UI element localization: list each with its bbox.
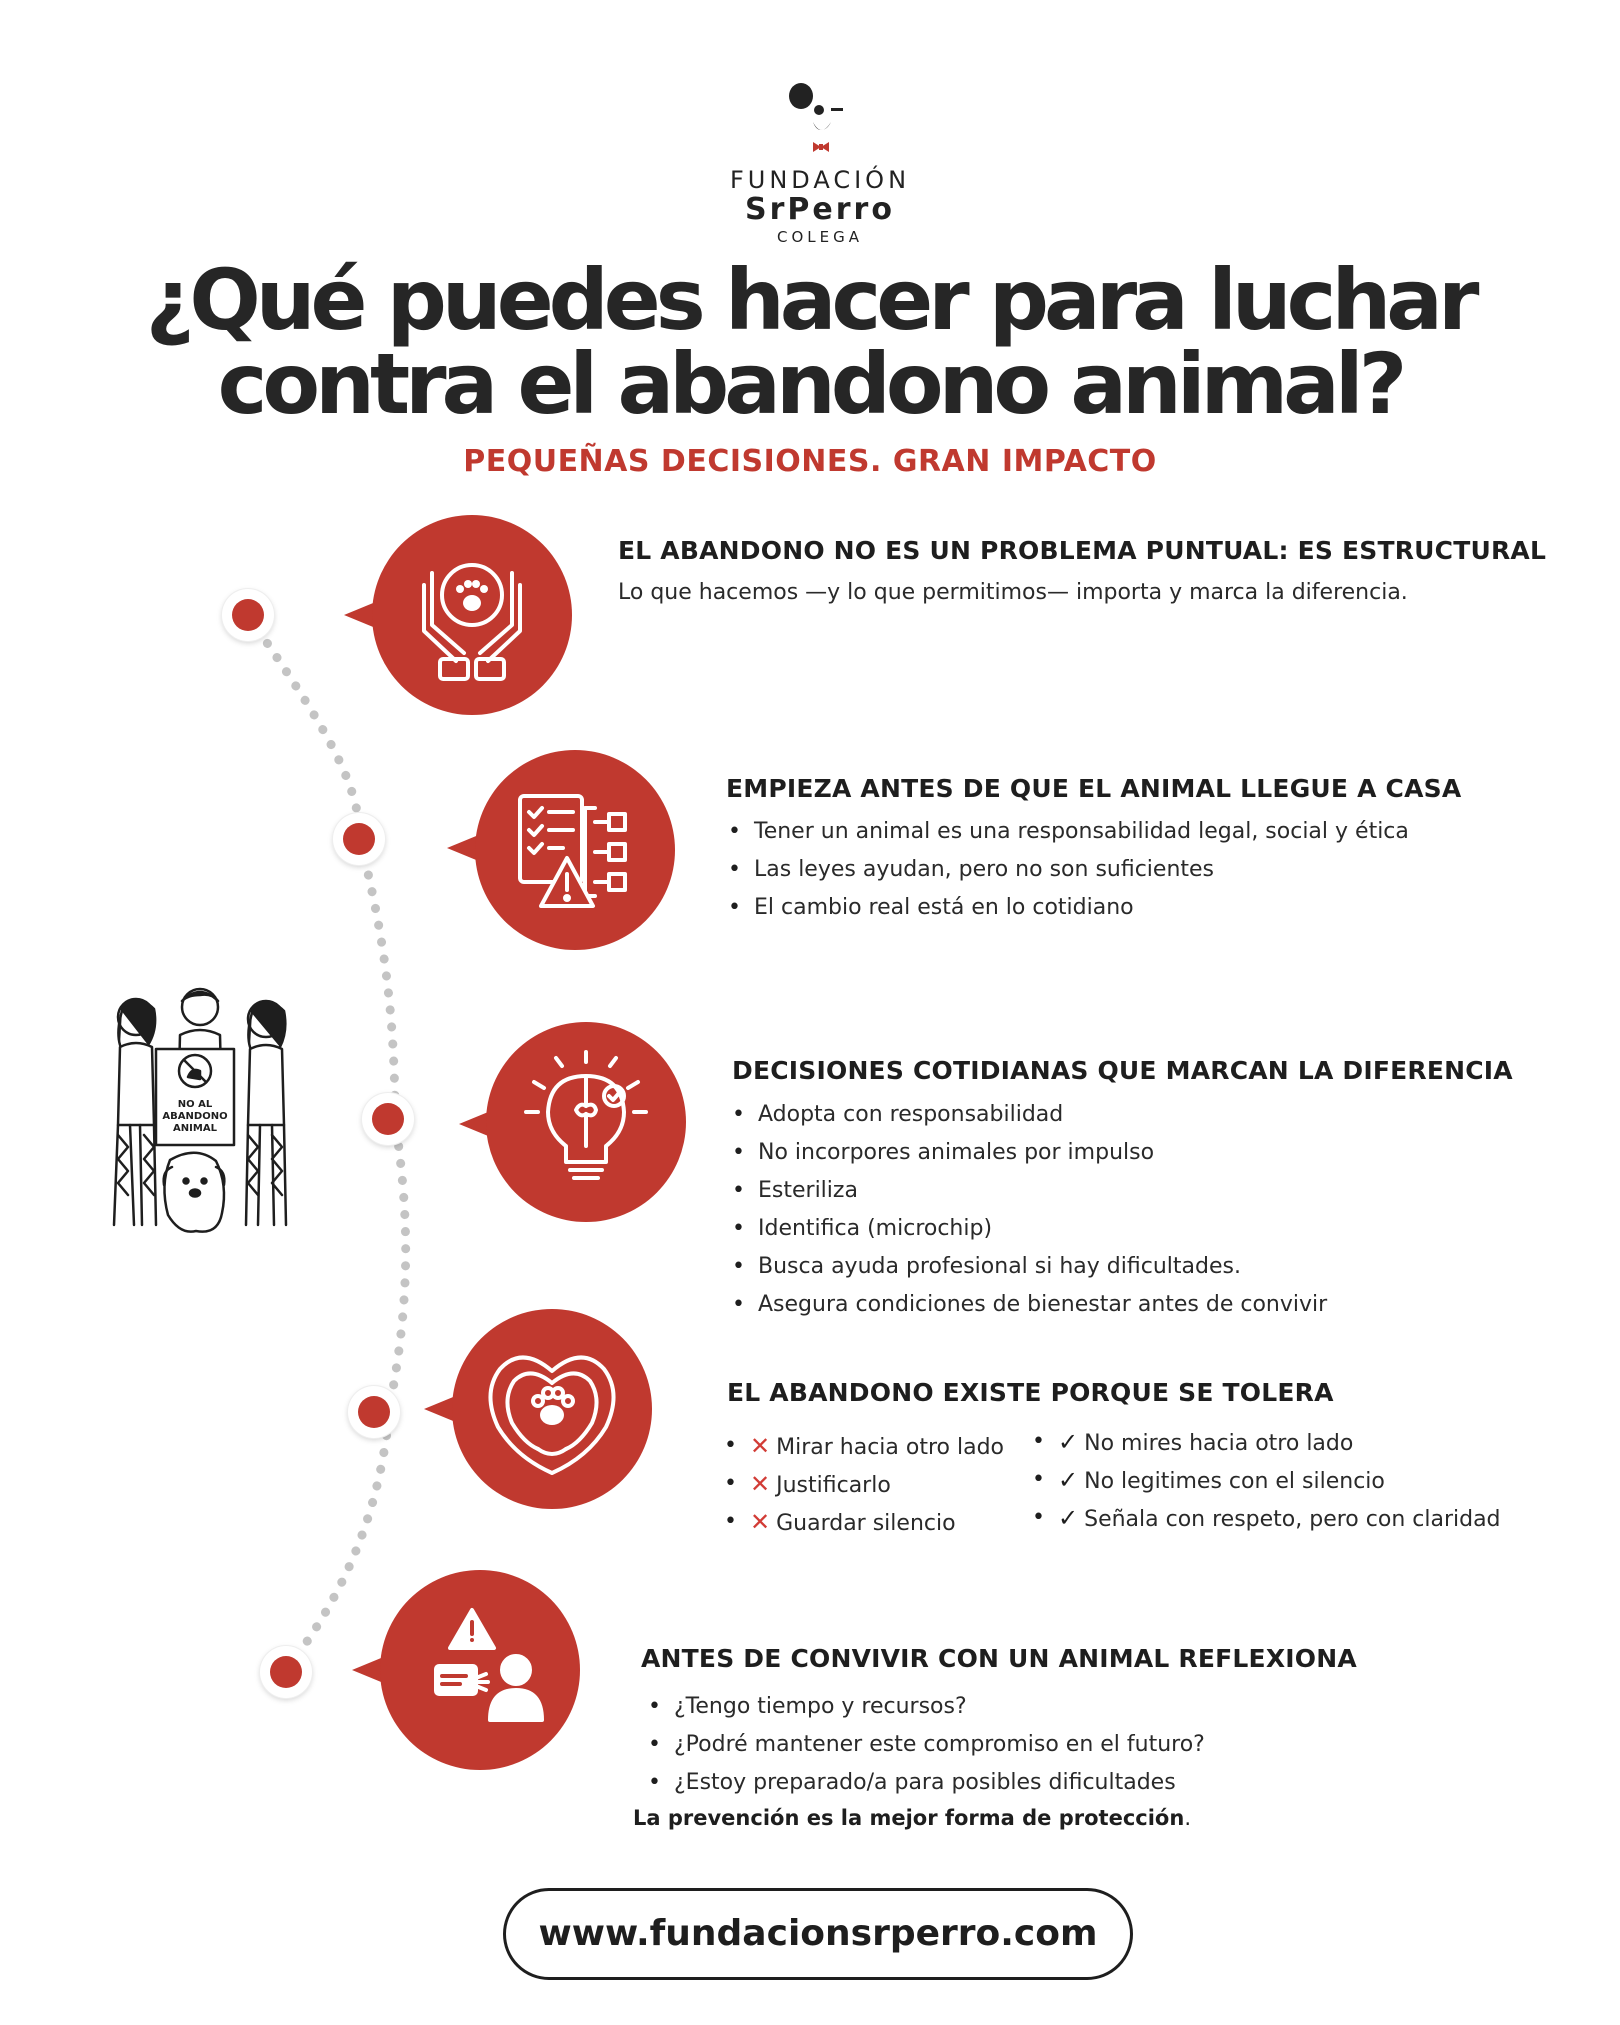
step-4-dont-list	[722, 1427, 1004, 1541]
checkmark-icon: ✓	[1058, 1504, 1079, 1532]
timeline-dot-3	[362, 1093, 414, 1145]
dont-item	[722, 1427, 1004, 1465]
step-2-icon-circle	[475, 750, 675, 950]
step-1-heading: EL ABANDONO NO ES UN PROBLEMA PUNTUAL: ES ESTRUCTURAL	[618, 536, 1547, 565]
step-5-bullet-list	[646, 1688, 1205, 1802]
list-item: • Busca ayuda profesional si hay dificultades.	[730, 1248, 1327, 1286]
family-with-dog-sign-icon	[100, 985, 300, 1245]
logo-tagline-text: COLEGA	[777, 228, 863, 246]
dont-item	[722, 1503, 1004, 1541]
step-4-icon-circle	[452, 1309, 652, 1509]
list-item: • El cambio real está en lo cotidiano	[726, 889, 1409, 927]
checkmark-icon: ✓	[1058, 1428, 1079, 1456]
list-item: • Esteriliza	[730, 1172, 1327, 1210]
list-item: • Identifica (microchip)	[730, 1210, 1327, 1248]
step-1-icon-circle	[372, 515, 572, 715]
page-title-line-2: contra el abandono animal?	[217, 335, 1403, 433]
list-item: • Adopta con responsabilidad	[730, 1096, 1327, 1134]
lightbulb-puzzle-icon	[486, 1022, 686, 1222]
prevention-statement	[633, 1806, 1191, 1830]
cross-icon: ✕	[750, 1470, 771, 1498]
timeline-dot-2	[333, 813, 385, 865]
website-link[interactable]: www.fundacionsrperro.com	[503, 1888, 1133, 1980]
cross-icon: ✕	[750, 1508, 771, 1536]
list-item: • Las leyes ayudan, pero no son suficientes	[726, 851, 1409, 889]
sign-text-line-1: NO AL	[177, 1099, 213, 1110]
list-item: • Asegura condiciones de bienestar antes de convivir	[730, 1286, 1327, 1324]
list-item: • ¿Tengo tiempo y recursos?	[646, 1688, 1205, 1726]
sign-text-line-3: ANIMAL	[173, 1123, 217, 1134]
list-item: • No incorpores animales por impulso	[730, 1134, 1327, 1172]
step-3-icon-circle	[486, 1022, 686, 1222]
step-3-heading: DECISIONES COTIDIANAS QUE MARCAN LA DIFERENCIA	[732, 1056, 1513, 1085]
timeline-dot-5	[260, 1646, 312, 1698]
logo-brand-text: SrPerro	[745, 192, 895, 227]
dont-item-text: Mirar hacia otro lado	[776, 1435, 1004, 1460]
person-alert-speech-icon	[380, 1570, 580, 1770]
do-item-text: No legitimes con el silencio	[1084, 1469, 1385, 1494]
step-5-icon-circle	[380, 1570, 580, 1770]
dont-item-text: Guardar silencio	[776, 1511, 956, 1536]
page-subtitle: PEQUEÑAS DECISIONES. GRAN IMPACTO	[463, 444, 1157, 479]
dont-item-text: Justificarlo	[776, 1473, 891, 1498]
checkmark-icon: ✓	[1058, 1466, 1079, 1494]
list-item: • ¿Podré mantener este compromiso en el futuro?	[646, 1726, 1205, 1764]
prevention-statement-period: .	[1184, 1806, 1191, 1830]
step-2-bullet-list	[726, 813, 1409, 927]
list-item: • ¿Estoy preparado/a para posibles dificultades	[646, 1764, 1205, 1802]
prevention-statement-text: La prevención es la mejor forma de protección	[633, 1806, 1185, 1830]
step-3-bullet-list	[730, 1096, 1327, 1324]
timeline-dot-1	[222, 589, 274, 641]
dont-item	[722, 1465, 1004, 1503]
heart-hands-paw-icon	[452, 1309, 652, 1509]
step-4-heading: EL ABANDONO EXISTE PORQUE SE TOLERA	[727, 1378, 1334, 1407]
do-item-text: No mires hacia otro lado	[1084, 1431, 1354, 1456]
checklist-warning-icon	[475, 750, 675, 950]
do-item	[1030, 1461, 1501, 1499]
step-4-do-list	[1030, 1423, 1501, 1537]
cross-icon: ✕	[750, 1432, 771, 1460]
list-item: • Tener un animal es una responsabilidad legal, social y ética	[726, 813, 1409, 851]
step-1-text: Lo que hacemos —y lo que permitimos— importa y marca la diferencia.	[618, 580, 1408, 605]
step-2-heading: EMPIEZA ANTES DE QUE EL ANIMAL LLEGUE A CASA	[726, 774, 1462, 803]
sign-text-line-2: ABANDONO	[162, 1111, 228, 1122]
step-5-heading: ANTES DE CONVIVIR CON UN ANIMAL REFLEXIONA	[641, 1644, 1357, 1673]
do-item	[1030, 1499, 1501, 1537]
logo-foundation-text: FUNDACIÓN	[729, 166, 911, 194]
page-title-line-1: ¿Qué puedes hacer para luchar	[145, 251, 1475, 349]
do-item-text: Señala con respeto, pero con claridad	[1084, 1507, 1501, 1532]
do-item	[1030, 1423, 1501, 1461]
hands-holding-paw-icon	[372, 515, 572, 715]
timeline-dot-4	[348, 1386, 400, 1438]
